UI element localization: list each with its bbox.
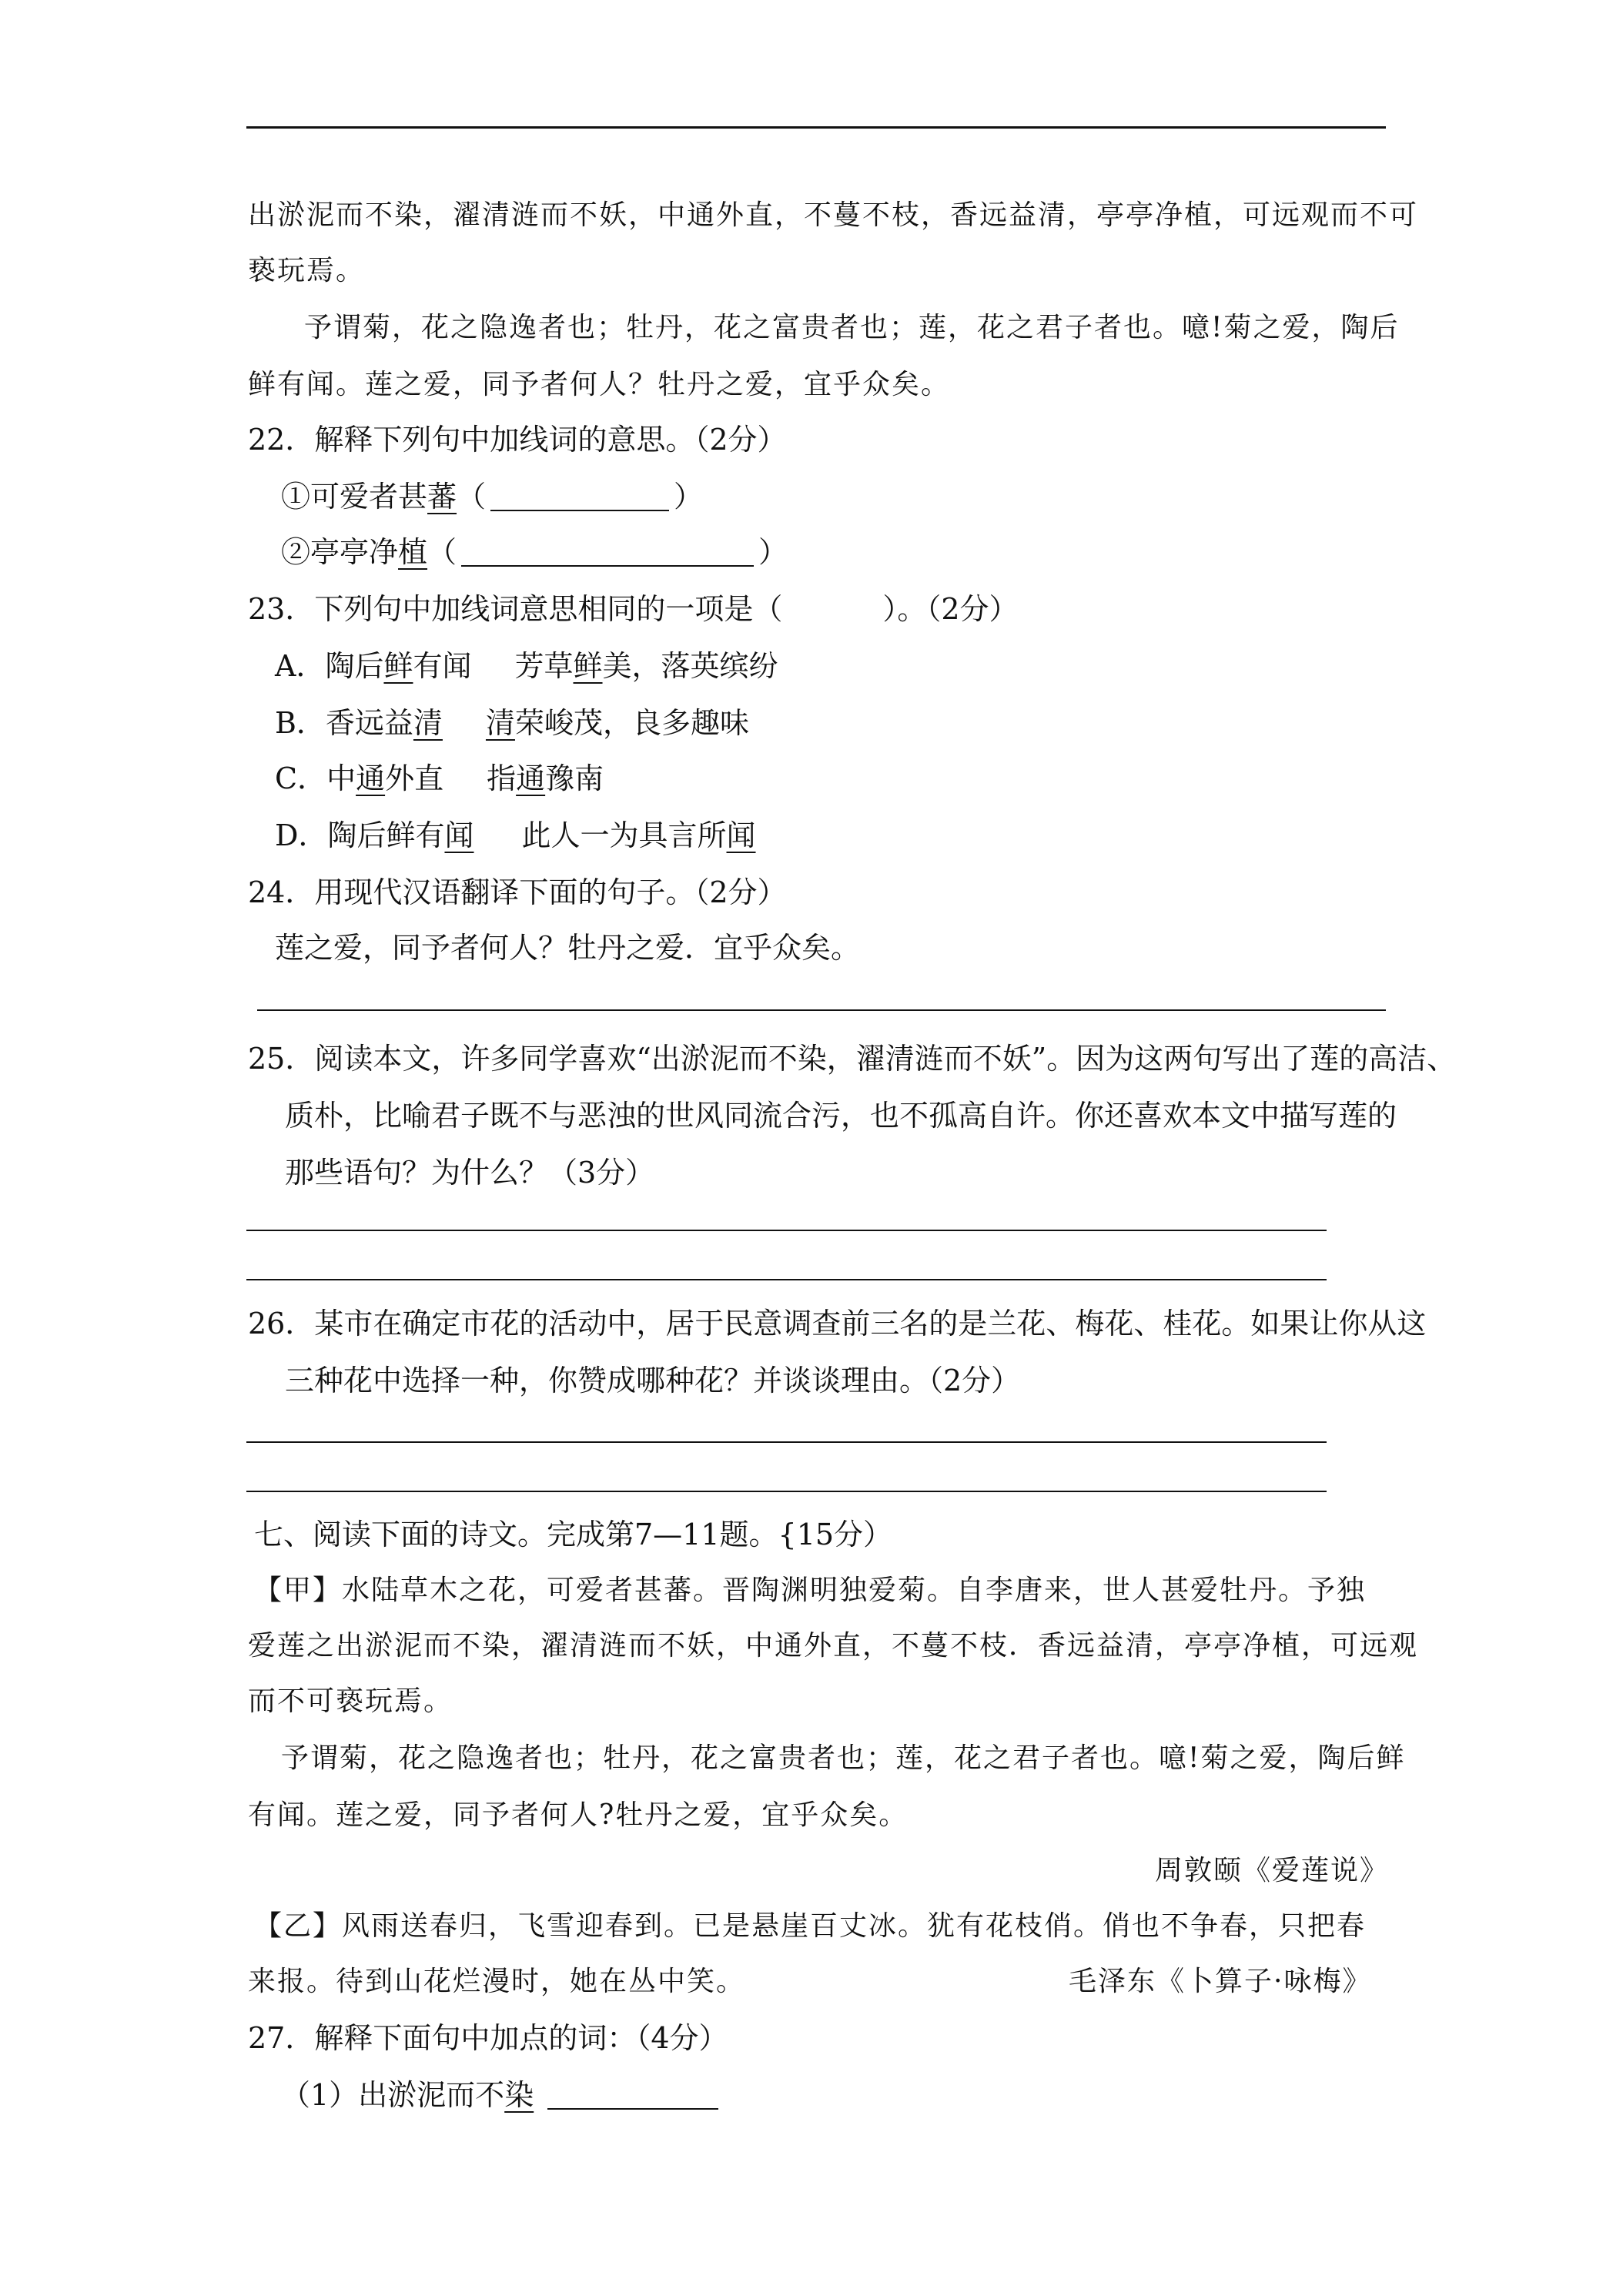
option-b[interactable]: B．香远益清 清荣峻茂，良多趣味 (275, 706, 749, 740)
answer-line[interactable] (246, 1230, 1327, 1231)
question-23-stem: 23．下列句中加线词意思相同的一项是（ ）。（2分） (248, 592, 1019, 626)
underlined-word: 植 (398, 535, 428, 569)
underlined-word: 染 (504, 2078, 534, 2112)
answer-line[interactable] (246, 1441, 1327, 1443)
header-rule (246, 126, 1386, 129)
answer-blank[interactable] (461, 542, 754, 567)
passage-line: 亵玩焉。 (248, 255, 366, 286)
passage-jia-source: 周敦颐《爱莲说》 (1155, 1855, 1390, 1886)
question-27-stem: 27．解释下面句中加点的词：（4分） (248, 2021, 728, 2055)
question-27-item-1: （1）出淤泥而不染 (281, 2080, 723, 2110)
answer-line[interactable] (257, 1009, 1386, 1011)
question-22-item-1: ①可爱者甚蕃（ ） (281, 480, 704, 514)
passage-yi-line: 【乙】风雨送春归，飞雪迎春到。已是悬崖百丈冰。犹有花枝俏。俏也不争春，只把春 (254, 1910, 1367, 1942)
question-22-stem: 22．解释下列句中加线词的意思。（2分） (248, 423, 787, 457)
question-26-line: 三种花中选择一种，你赞成哪种花？并谈谈理由。（2分） (285, 1364, 1021, 1397)
passage-line: 予谓菊，花之隐逸者也；牡丹，花之富贵者也；莲，花之君子者也。噫!菊之爱，陶后 (304, 312, 1400, 343)
answer-line[interactable] (246, 1279, 1327, 1280)
underlined-word: 蕃 (427, 480, 457, 514)
section-7-heading: 七、阅读下面的诗文。完成第7—11题。{15分） (254, 1518, 893, 1551)
passage-yi-line: 来报。待到山花烂漫时，她在丛中笑。 (248, 1966, 746, 1997)
answer-blank[interactable] (490, 487, 669, 511)
passage-jia-line: 而不可亵玩焉。 (248, 1685, 453, 1717)
answer-line[interactable] (246, 1491, 1327, 1492)
option-d[interactable]: D．陶后鲜有闻 此人一为具言所闻 (275, 818, 756, 852)
question-26-line: 26．某市在确定市花的活动中，居于民意调查前三名的是兰花、梅花、桂花。如果让你从这 (248, 1307, 1427, 1340)
passage-jia-line: 有闻。莲之爱，同予者何人?牡丹之爱，宜乎众矣。 (248, 1799, 909, 1831)
question-25-line: 25．阅读本文，许多同学喜欢“出淤泥而不染，濯清涟而不妖”。因为这两句写出了莲的高洁、 (248, 1042, 1457, 1076)
question-24-stem: 24．用现代汉语翻译下面的句子。（2分） (248, 875, 787, 909)
answer-blank[interactable] (547, 2085, 718, 2110)
passage-line: 鲜有闻。莲之爱，同予者何人？牡丹之爱，宜乎众矣。 (248, 369, 951, 400)
passage-jia-line: 【甲】水陆草木之花，可爱者甚蕃。晋陶渊明独爱菊。自李唐来，世人甚爱牡丹。予独 (254, 1575, 1367, 1606)
passage-jia-line: 予谓菊，花之隐逸者也；牡丹，花之富贵者也；莲，花之君子者也。噫!菊之爱，陶后鲜 (281, 1742, 1406, 1774)
passage-line: 出淤泥而不染，濯清涟而不妖，中通外直，不蔓不枝，香远益清，亭亭净植，可远观而不可 (248, 199, 1419, 231)
question-22-item-2: ②亭亭净植（ ） (281, 535, 788, 569)
question-25-line: 质朴，比喻君子既不与恶浊的世风同流合污，也不孤高自许。你还喜欢本文中描写莲的 (285, 1099, 1397, 1133)
option-c[interactable]: C．中通外直 指通豫南 (275, 761, 604, 795)
passage-jia-line: 爱莲之出淤泥而不染，濯清涟而不妖，中通外直，不蔓不枝．香远益清，亭亭净植，可远观 (248, 1630, 1419, 1662)
option-a[interactable]: A．陶后鲜有闻 芳草鲜美，落英缤纷 (275, 649, 778, 683)
question-24-sentence: 莲之爱，同予者何人？牡丹之爱．宜乎众矣。 (275, 931, 861, 965)
passage-yi-source: 毛泽东《卜算子·咏梅》 (1069, 1966, 1372, 1997)
question-25-line: 那些语句？为什么？（3分） (285, 1156, 655, 1190)
